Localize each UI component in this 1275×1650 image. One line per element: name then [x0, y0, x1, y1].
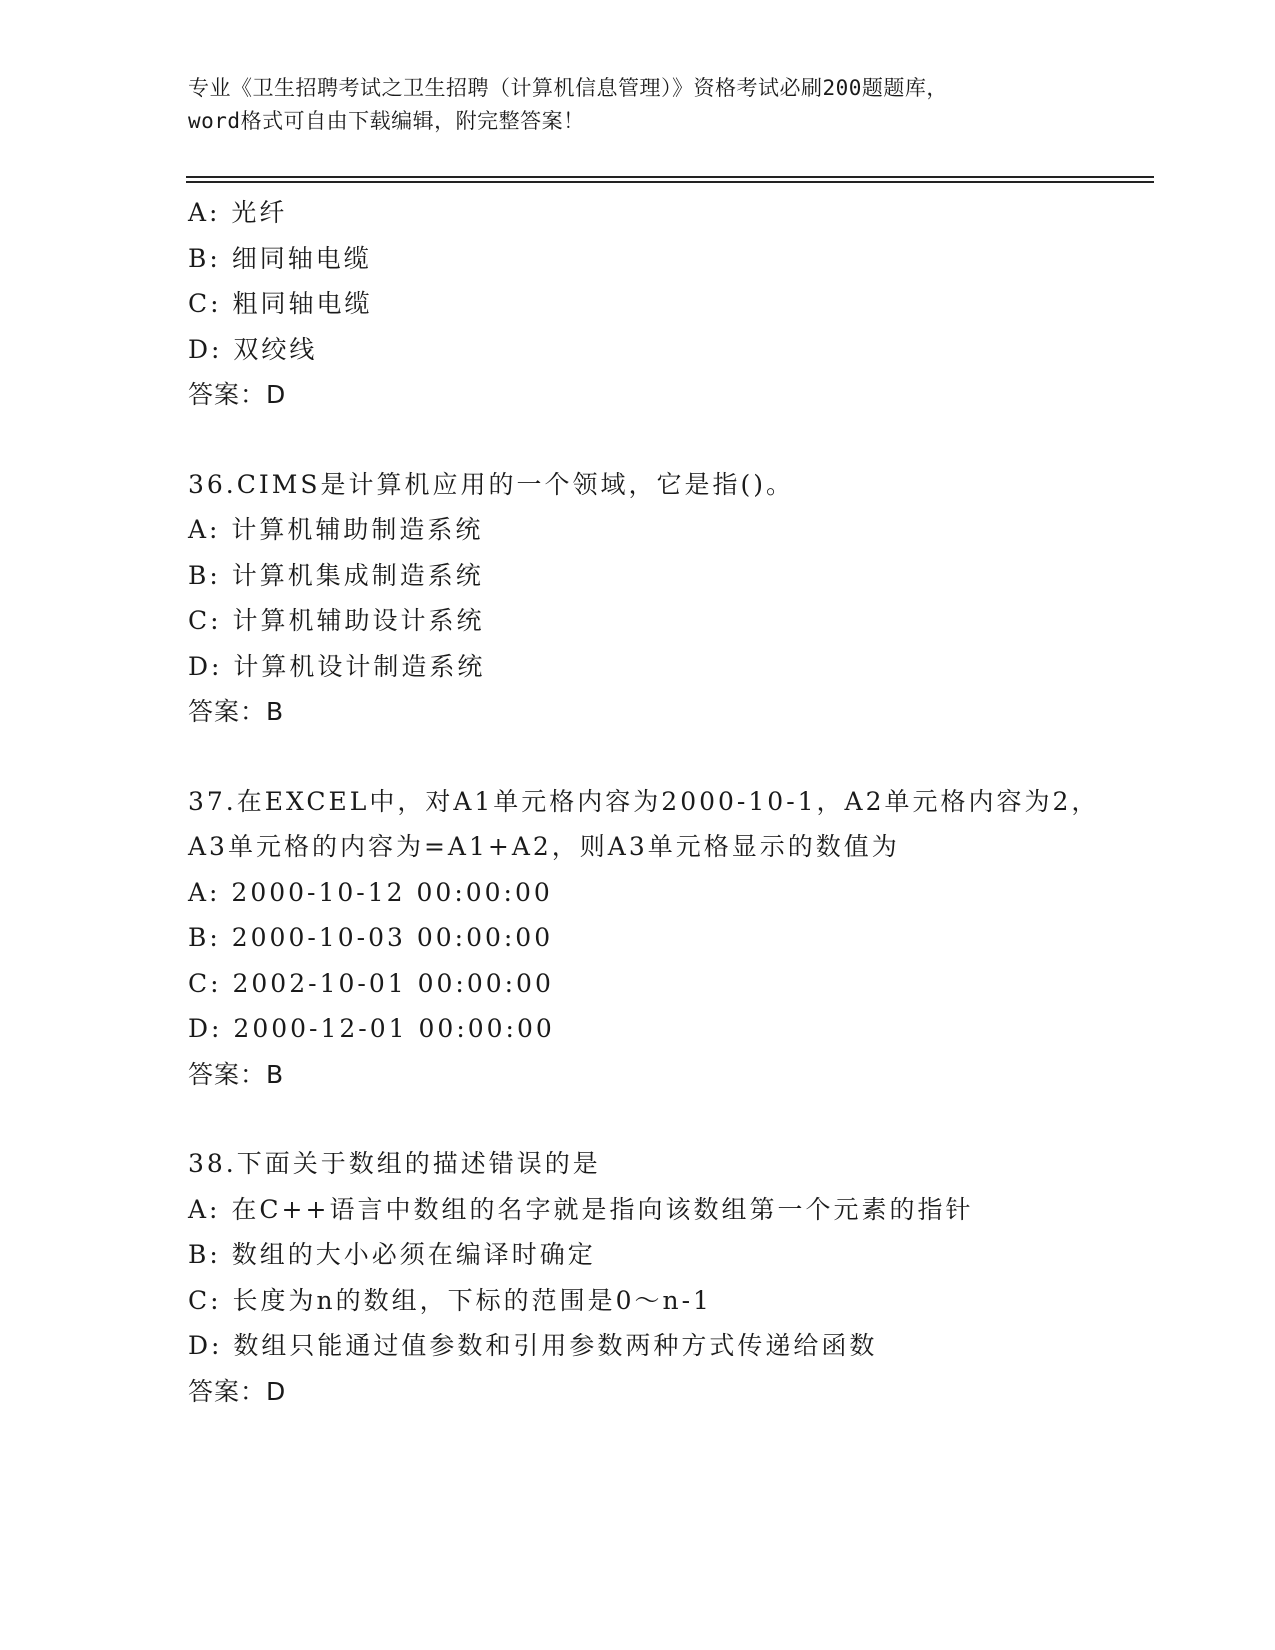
answer: 答案：D: [188, 1376, 287, 1406]
option-a: A: 2000-10-12 00:00:00: [188, 877, 553, 907]
header-line-2: word格式可自由下载编辑，附完整答案！: [188, 109, 585, 133]
option-a: A: 光纤: [188, 198, 288, 227]
option-a: A: 计算机辅助制造系统: [188, 515, 484, 544]
question-stem: 36.CIMS是计算机应用的一个领域，它是指()。: [188, 469, 794, 499]
answer: 答案：B: [188, 1059, 285, 1089]
question-38: [188, 1141, 1168, 1414]
answer: 答案：B: [188, 697, 285, 726]
document-header: [188, 72, 1088, 138]
option-a: A: 在C++语言中数组的名字就是指向该数组第一个元素的指针: [188, 1194, 974, 1224]
option-b: B: 细同轴电缆: [188, 243, 372, 273]
option-c: C: 长度为n的数组，下标的范围是0～n-1: [188, 1285, 712, 1315]
question-35: [188, 190, 1168, 418]
question-stem-line-1: 37.在EXCEL中，对A1单元格内容为2000-10-1，A2单元格内容为2，: [188, 786, 1100, 816]
question-37: [188, 779, 1168, 1098]
header-line-1: 专业《卫生招聘考试之卫生招聘（计算机信息管理）》资格考试必刷200题题库，: [188, 76, 948, 100]
spacer: [188, 735, 1168, 779]
question-stem: 38.下面关于数组的描述错误的是: [188, 1149, 601, 1178]
option-d: D: 双绞线: [188, 334, 318, 364]
option-c: C: 计算机辅助设计系统: [188, 606, 485, 635]
question-36: [188, 462, 1168, 735]
option-b: B: 计算机集成制造系统: [188, 560, 484, 590]
option-d: D: 2000-12-01 00:00:00: [188, 1014, 555, 1043]
question-stem-line-2: A3单元格的内容为=A1+A2，则A3单元格显示的数值为: [188, 832, 900, 861]
option-b: B: 数组的大小必须在编译时确定: [188, 1240, 596, 1269]
header-divider-top: [186, 176, 1154, 178]
spacer: [188, 418, 1168, 462]
header-divider-bottom: [186, 181, 1154, 183]
answer: 答案：D: [188, 380, 287, 409]
option-b: B: 2000-10-03 00:00:00: [188, 923, 554, 952]
question-list: [188, 190, 1168, 1414]
spacer: [188, 1097, 1168, 1141]
option-c: C: 2002-10-01 00:00:00: [188, 968, 554, 998]
option-c: C: 粗同轴电缆: [188, 289, 373, 318]
option-d: D: 数组只能通过值参数和引用参数两种方式传递给函数: [188, 1331, 878, 1360]
option-d: D: 计算机设计制造系统: [188, 651, 486, 681]
